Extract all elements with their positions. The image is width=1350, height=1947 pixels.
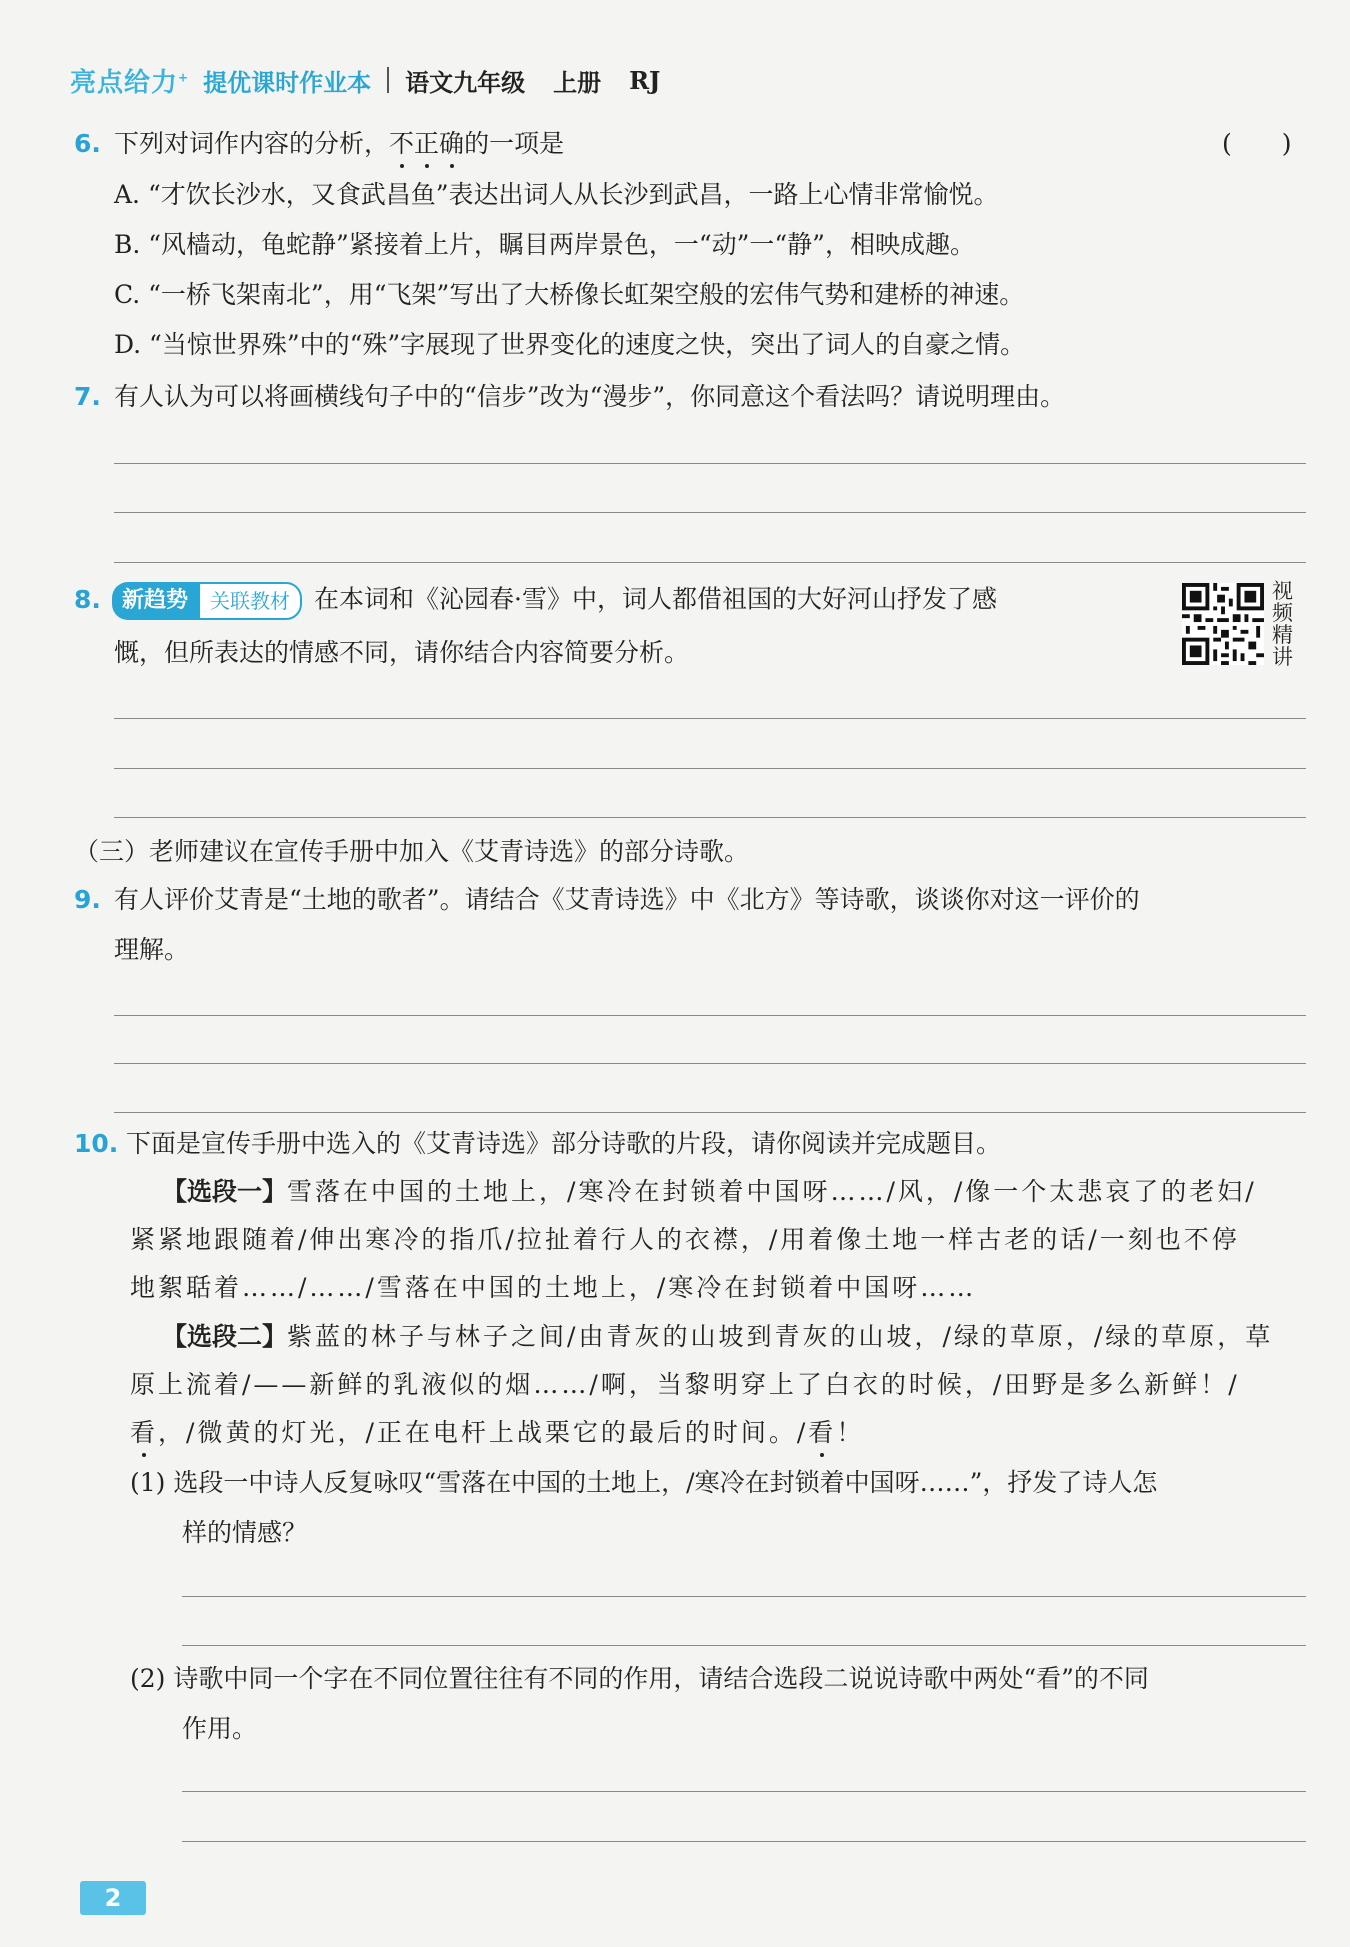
emphasis-kan-2: 看	[808, 1416, 836, 1450]
answer-line[interactable]	[182, 1645, 1306, 1646]
question-stem-cont: 慨，但所表达的情感不同，请你结合内容简要分析。	[114, 638, 690, 667]
edition-label: RJ	[629, 65, 661, 95]
question-stem: 新趋势 关联教材 在本词和《沁园春·雪》中，词人都借祖国的大好河山抒发了感	[112, 582, 997, 620]
emphasis-kan-1: 看	[130, 1416, 158, 1450]
question-number: 6.	[74, 129, 101, 158]
subquestion-2-cont: 作用。	[182, 1714, 258, 1743]
answer-line[interactable]	[114, 463, 1306, 464]
page-header	[70, 58, 660, 102]
question-stem: 有人评价艾青是“土地的歌者”。请结合《艾青诗选》中《北方》等诗歌，谈谈你对这一评价的	[114, 885, 1140, 914]
brand-logo: 亮点给力+	[70, 67, 190, 98]
option-b: B. “风樯动，龟蛇静”紧接着上片，瞩目两岸景色，一“动”一“静”，相映成趣。	[114, 230, 975, 259]
excerpt-2-line: 看，/微黄的灯光，/正在电杆上战栗它的最后的时间。/看！	[130, 1416, 864, 1450]
option-a: A. “才饮长沙水，又食武昌鱼”表达出词人从长沙到武昌，一路上心情非常愉悦。	[114, 180, 999, 209]
excerpt-1-line: 紧紧地跟随着/伸出寒冷的指爪/拉扯着行人的衣襟，/用着像土地一样古老的话/一刻也不停	[130, 1225, 1240, 1254]
answer-line[interactable]	[182, 1841, 1306, 1842]
section-heading: （三）老师建议在宣传手册中加入《艾青诗选》的部分诗歌。	[74, 837, 750, 866]
subquestion-2: (2) 诗歌中同一个字在不同位置往往有不同的作用，请结合选段二说说诗歌中两处“看”的不同	[130, 1664, 1149, 1693]
question-stem-cont: 理解。	[114, 935, 190, 964]
subquestion-1-cont: 样的情感？	[182, 1518, 308, 1547]
answer-line[interactable]	[182, 1596, 1306, 1597]
answer-line[interactable]	[114, 817, 1306, 818]
subquestion-1: (1) 选段一中诗人反复咏叹“雪落在中国的土地上，/寒冷在封锁着中国呀……”，抒发了诗人怎	[130, 1468, 1158, 1497]
question-stem: 下列对词作内容的分析，不正确的一项是	[114, 127, 564, 161]
answer-line[interactable]	[114, 512, 1306, 513]
answer-line[interactable]	[114, 718, 1306, 719]
volume-label: 上册	[553, 68, 602, 97]
answer-bracket[interactable]: ( )	[1222, 129, 1292, 158]
question-stem: 有人认为可以将画横线句子中的“信步”改为“漫步”，你同意这个看法吗？请说明理由。	[114, 382, 1066, 411]
series-title: 提优课时作业本	[203, 68, 372, 97]
excerpt-1-line: 地絮聒着……/……/雪落在中国的土地上，/寒冷在封锁着中国呀……	[130, 1273, 977, 1302]
trend-tag: 新趋势 关联教材	[112, 582, 302, 620]
excerpt-2-line: 原上流着/——新鲜的乳液似的烟……/啊，当黎明穿上了白衣的时候，/田野是多么新鲜！/	[130, 1370, 1240, 1399]
question-number: 7.	[74, 382, 101, 411]
grade-label: 语文九年级	[405, 68, 526, 97]
option-d: D. “当惊世界殊”中的“殊”字展现了世界变化的速度之快，突出了词人的自豪之情。	[114, 330, 1026, 359]
answer-line[interactable]	[114, 1015, 1306, 1016]
question-number: 10.	[74, 1129, 119, 1158]
excerpt-1-label: 【选段一】	[162, 1177, 288, 1206]
question-number: 9.	[74, 885, 101, 914]
excerpt-2-label: 【选段二】	[162, 1322, 288, 1351]
answer-line[interactable]	[114, 1112, 1306, 1113]
excerpt-1-line: 【选段一】雪落在中国的土地上，/寒冷在封锁着中国呀……/风，/像一个太悲哀了的老妇/	[162, 1177, 1257, 1206]
question-number: 8.	[74, 585, 101, 614]
qr-code-icon[interactable]	[1182, 583, 1264, 665]
page-number: 2	[80, 1881, 146, 1915]
answer-line[interactable]	[114, 1063, 1306, 1064]
excerpt-2-line: 【选段二】紫蓝的林子与林子之间/由青灰的山坡到青灰的山坡，/绿的草原，/绿的草原，草	[162, 1322, 1274, 1351]
video-label: 视 频 精 讲	[1272, 579, 1293, 669]
option-c: C. “一桥飞架南北”，用“飞架”写出了大桥像长虹架空般的宏伟气势和建桥的神速。	[114, 280, 1025, 309]
answer-line[interactable]	[114, 562, 1306, 563]
answer-line[interactable]	[182, 1791, 1306, 1792]
answer-line[interactable]	[114, 768, 1306, 769]
header-divider	[387, 67, 389, 93]
question-stem: 下面是宣传手册中选入的《艾青诗选》部分诗歌的片段，请你阅读并完成题目。	[126, 1129, 1002, 1158]
